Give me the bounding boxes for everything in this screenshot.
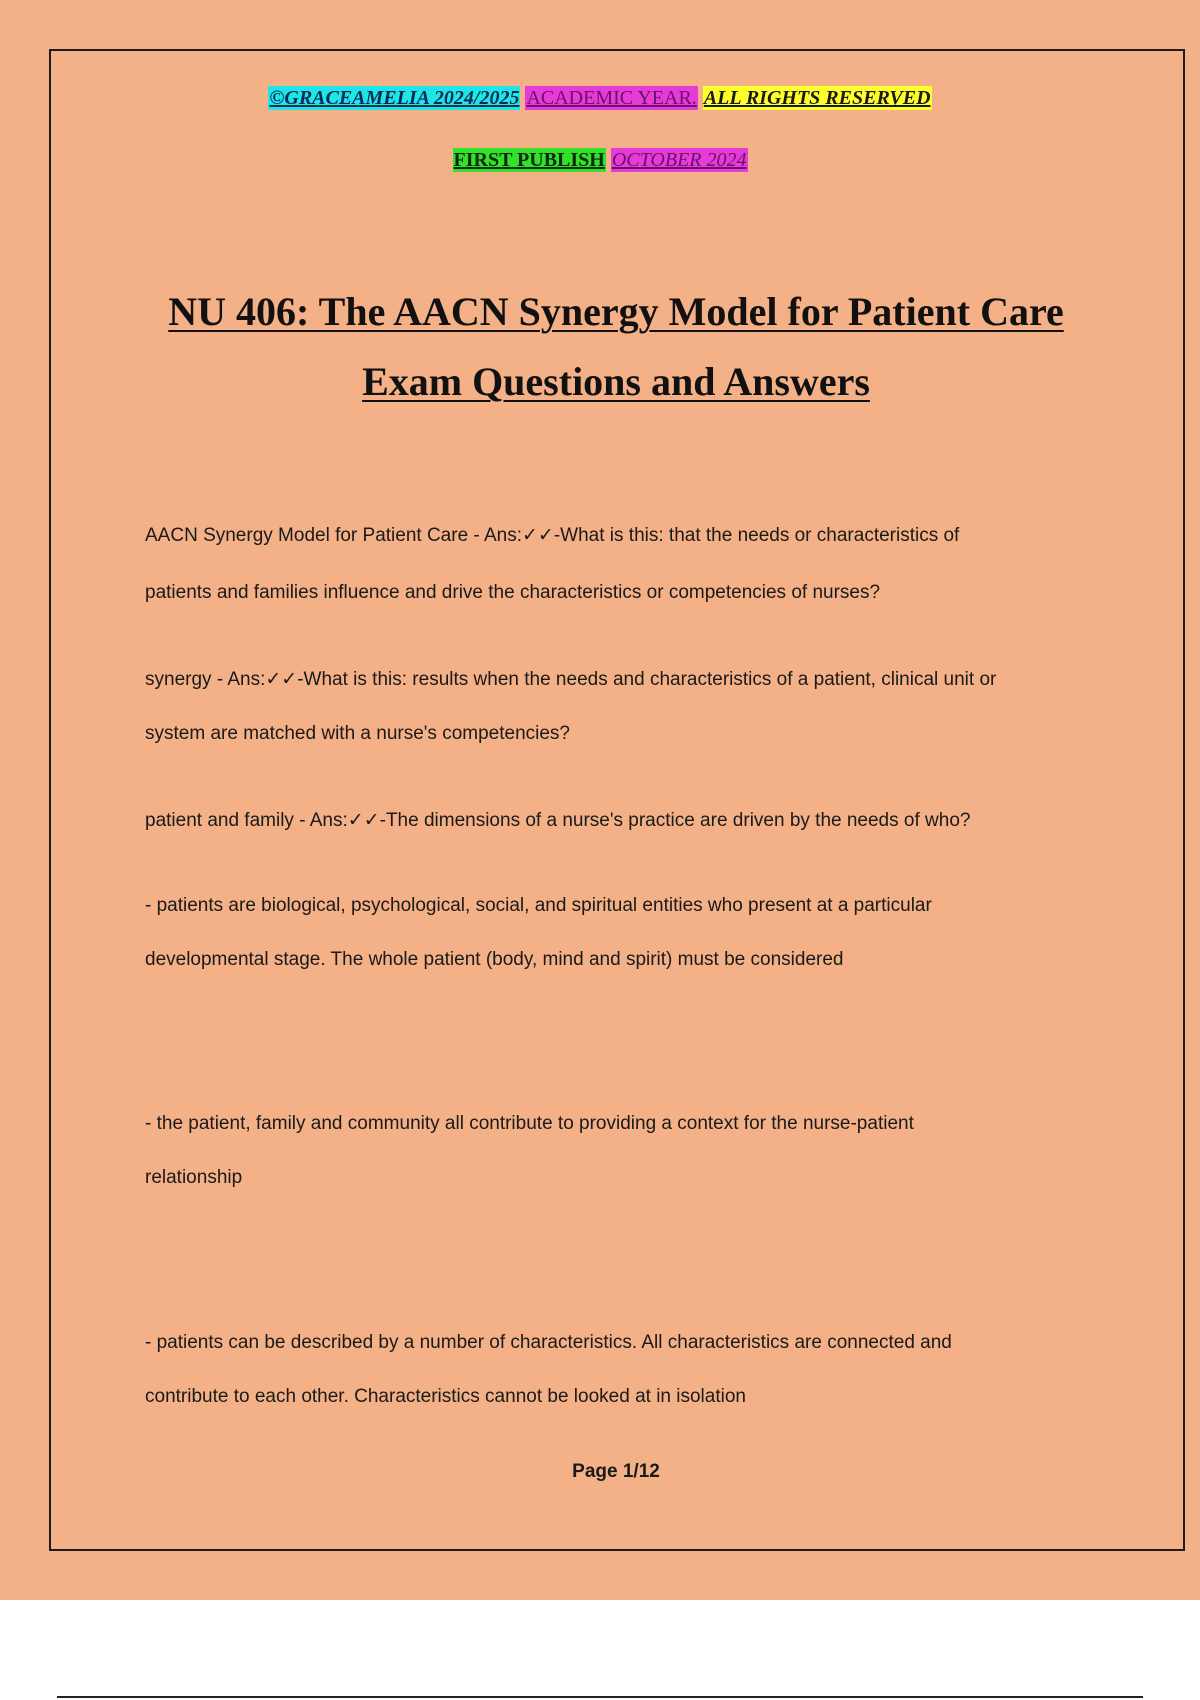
first-publish-text: FIRST PUBLISH: [453, 149, 605, 171]
qa-item-1-line-2: patients and families influence and drive the characteristics or competencies of nurses?: [145, 582, 881, 603]
bullet-item-2-line-1: - the patient, family and community all contribute to providing a context for the nurse-patient: [145, 1113, 914, 1134]
publish-date-text: OCTOBER 2024: [611, 149, 747, 171]
publish-header: [0, 148, 1200, 172]
page-number: Page 1/12: [572, 1461, 660, 1482]
bullet-item-2-line-2: relationship: [145, 1167, 243, 1188]
academic-year-text: ACADEMIC YEAR.: [526, 87, 697, 109]
document-title-line-1: NU 406: The AACN Synergy Model for Patient Care: [168, 289, 1064, 334]
document-title-line-2: Exam Questions and Answers: [362, 359, 870, 404]
rights-reserved-text: ALL RIGHTS RESERVED: [703, 87, 931, 109]
qa-item-2-line-1: synergy - Ans:✓✓-What is this: results when the needs and characteristics of a patient, clinical unit or: [145, 669, 997, 690]
copyright-header: [0, 86, 1200, 110]
qa-item-3-line-1: patient and family - Ans:✓✓-The dimensions of a nurse's practice are driven by the needs of who?: [145, 810, 971, 831]
page-border: [49, 49, 1185, 1551]
next-page-divider: [57, 1696, 1143, 1698]
qa-item-1-line-1: AACN Synergy Model for Patient Care - Ans:✓✓-What is this: that the needs or characteristics of: [145, 525, 960, 546]
copyright-text: ©GRACEAMELIA 2024/2025: [269, 87, 520, 109]
qa-item-2-line-2: system are matched with a nurse's competencies?: [145, 723, 570, 744]
bullet-item-3-line-1: - patients can be described by a number of characteristics. All characteristics are connected and: [145, 1332, 952, 1353]
bullet-item-1-line-1: - patients are biological, psychological, social, and spiritual entities who present at a particular: [145, 895, 932, 916]
bullet-item-1-line-2: developmental stage. The whole patient (body, mind and spirit) must be considered: [145, 949, 844, 970]
bullet-item-3-line-2: contribute to each other. Characteristics cannot be looked at in isolation: [145, 1386, 746, 1407]
